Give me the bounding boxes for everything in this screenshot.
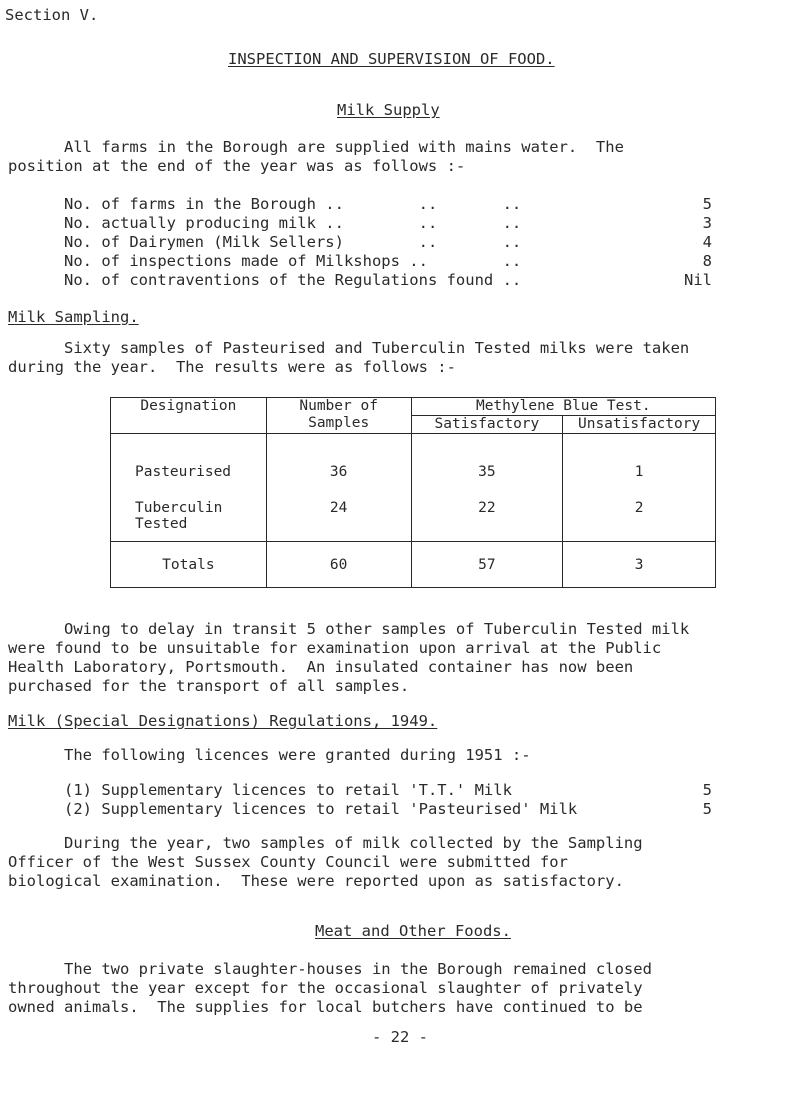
regulations-para-1: During the year, two samples of milk collected by the Sampling: [64, 834, 643, 852]
milk-supply-intro-2: position at the end of the year was as follows :-: [8, 157, 466, 175]
col-designation: Designation: [111, 398, 267, 434]
owing-para-4: purchased for the transport of all samples.: [8, 677, 410, 695]
table-row: [111, 434, 716, 480]
supply-row-value: 5: [702, 195, 712, 213]
regulations-intro: The following licences were granted during 1951 :-: [64, 746, 531, 764]
meat-title: Meat and Other Foods.: [315, 922, 511, 940]
owing-para-2: were found to be unsuitable for examination upon arrival at the Public: [8, 639, 662, 657]
owing-para-1: Owing to delay in transit 5 other samples of Tuberculin Tested milk: [64, 620, 690, 638]
licence-item: (2) Supplementary licences to retail 'Pasteurised' Milk: [64, 800, 578, 818]
owing-para-3: Health Laboratory, Portsmouth. An insulated container has now been: [8, 658, 634, 676]
supply-row-label: No. actually producing milk .. .. ..: [64, 214, 522, 232]
supply-row-label: No. of contraventions of the Regulations found ..: [64, 271, 522, 289]
section-label: Section V.: [5, 6, 99, 24]
cell-number: 36: [266, 434, 411, 480]
col-methylene-blue-test: Methylene Blue Test.: [411, 398, 715, 416]
supply-row-value: 3: [702, 214, 712, 232]
supply-row-label: No. of farms in the Borough .. .. ..: [64, 195, 522, 213]
cell-number: 24: [266, 480, 411, 542]
supply-row-value: Nil: [684, 271, 712, 289]
cell-unsatisfactory: 1: [563, 434, 716, 480]
meat-para-2: throughout the year except for the occasional slaughter of privately: [8, 979, 643, 997]
cell-satisfactory: 22: [411, 480, 563, 542]
col-satisfactory: Satisfactory: [411, 416, 563, 434]
table-row: [111, 480, 716, 542]
meat-para-1: The two private slaughter-houses in the Borough remained closed: [64, 960, 652, 978]
table-totals-row: [111, 542, 716, 588]
milk-supply-intro-1: All farms in the Borough are supplied with mains water. The: [64, 138, 624, 156]
supply-row-value: 4: [702, 233, 712, 251]
cell-totals-satisfactory: 57: [411, 542, 563, 588]
meat-para-3: owned animals. The supplies for local butchers have continued to be: [8, 998, 643, 1016]
cell-totals-unsatisfactory: 3: [563, 542, 716, 588]
cell-satisfactory: 35: [411, 434, 563, 480]
supply-row-value: 8: [702, 252, 712, 270]
cell-designation: Pasteurised: [111, 434, 267, 480]
cell-unsatisfactory: 2: [563, 480, 716, 542]
sampling-para-2: during the year. The results were as follows :-: [8, 358, 456, 376]
licence-item: (1) Supplementary licences to retail 'T.T.' Milk: [64, 781, 512, 799]
col-unsatisfactory: Unsatisfactory: [563, 416, 716, 434]
supply-row-label: No. of inspections made of Milkshops .. ..: [64, 252, 522, 270]
sampling-results-table: [110, 397, 716, 588]
milk-supply-title: Milk Supply: [337, 101, 440, 119]
cell-totals-number: 60: [266, 542, 411, 588]
regulations-title: Milk (Special Designations) Regulations, 1949.: [8, 712, 438, 730]
col-number-of-samples: Number of Samples: [266, 398, 411, 434]
supply-row-label: No. of Dairymen (Milk Sellers) .. ..: [64, 233, 522, 251]
cell-totals-label: Totals: [111, 542, 267, 588]
regulations-para-2: Officer of the West Sussex County Council were submitted for: [8, 853, 568, 871]
milk-sampling-title: Milk Sampling.: [8, 308, 139, 326]
page-heading: INSPECTION AND SUPERVISION OF FOOD.: [228, 50, 555, 68]
licence-count: 5: [702, 781, 712, 799]
regulations-para-3: biological examination. These were reported upon as satisfactory.: [8, 872, 624, 890]
sampling-para-1: Sixty samples of Pasteurised and Tuberculin Tested milks were taken: [64, 339, 690, 357]
page-number: - 22 -: [372, 1028, 428, 1046]
licence-count: 5: [702, 800, 712, 818]
cell-designation: Tuberculin Tested: [111, 480, 267, 542]
